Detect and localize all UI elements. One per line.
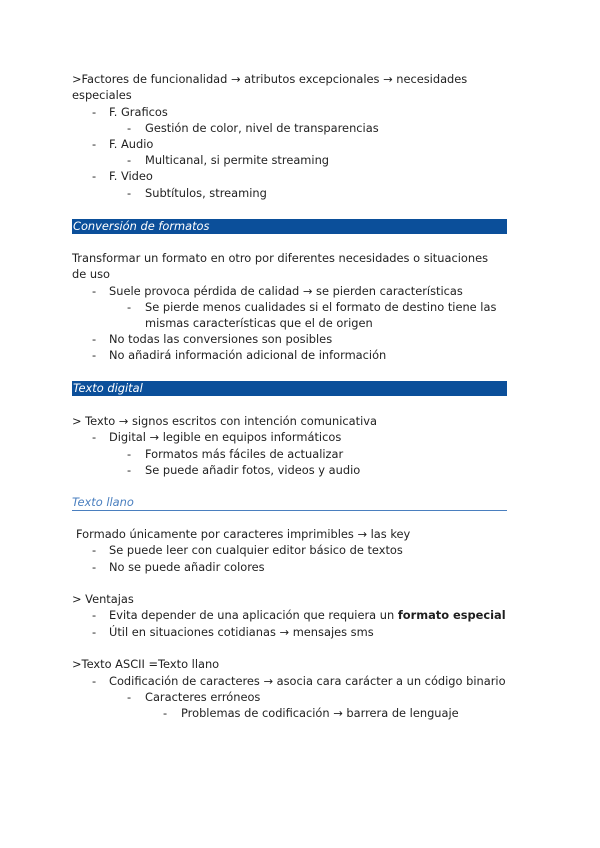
bullet-dash: - xyxy=(92,332,97,346)
bullet-dash: - xyxy=(92,608,97,622)
list-item: Suele provoca pérdida de calidad → se pierden características xyxy=(109,284,463,298)
list-item: F. Video xyxy=(109,169,153,183)
paragraph: > Texto → signos escritos con intención comunicativa xyxy=(72,414,377,428)
paragraph: > Ventajas xyxy=(72,592,134,606)
section-heading-conversion: Conversión de formatos xyxy=(72,219,507,234)
paragraph: Transformar un formato en otro por diferentes necesidades o situaciones xyxy=(72,251,489,265)
bullet-dash: - xyxy=(163,706,168,720)
bullet-dash: - xyxy=(92,137,97,151)
list-item: No se puede añadir colores xyxy=(109,560,265,574)
bullet-dash: - xyxy=(92,430,97,444)
list-subitem: Se pierde menos cualidades si el formato de destino tiene las xyxy=(145,300,497,314)
bullet-dash: - xyxy=(127,690,132,704)
section-heading-texto-digital: Texto digital xyxy=(72,381,507,396)
list-subitem: Subtítulos, streaming xyxy=(145,186,267,200)
paragraph: >Texto ASCII =Texto llano xyxy=(72,657,220,671)
bullet-dash: - xyxy=(127,463,132,477)
intro-line-cont: especiales xyxy=(72,88,132,102)
bullet-dash: - xyxy=(127,186,132,200)
intro-line: >Factores de funcionalidad → atributos excepcionales → necesidades xyxy=(72,72,468,86)
list-item-text: Evita depender de una aplicación que requiera un xyxy=(109,608,398,622)
bullet-dash: - xyxy=(92,543,97,557)
bullet-dash: - xyxy=(127,447,132,461)
bullet-dash: - xyxy=(127,153,132,167)
bullet-dash: - xyxy=(127,300,132,314)
list-item: F. Graficos xyxy=(109,105,168,119)
list-item: Se puede leer con cualquier editor básico de textos xyxy=(109,543,403,557)
list-item: No añadirá información adicional de información xyxy=(109,348,387,362)
bullet-dash: - xyxy=(92,625,97,639)
list-subitem: Caracteres erróneos xyxy=(145,690,261,704)
list-subitem: Formatos más fáciles de actualizar xyxy=(145,447,344,461)
list-item: Digital → legible en equipos informáticos xyxy=(109,430,342,444)
list-item xyxy=(109,607,506,623)
bullet-dash: - xyxy=(92,105,97,119)
list-item: F. Audio xyxy=(109,137,154,151)
list-subitem: Gestión de color, nivel de transparencias xyxy=(145,121,379,135)
list-subsubitem: Problemas de codificación → barrera de lenguaje xyxy=(181,706,459,720)
bullet-dash: - xyxy=(92,348,97,362)
paragraph-cont: de uso xyxy=(72,267,110,281)
list-subitem: Se puede añadir fotos, videos y audio xyxy=(145,463,361,477)
bullet-dash: - xyxy=(92,169,97,183)
subsection-heading-texto-llano: Texto llano xyxy=(72,494,507,511)
paragraph: Formado únicamente por caracteres imprimibles → las key xyxy=(76,527,411,541)
bullet-dash: - xyxy=(127,121,132,135)
bullet-dash: - xyxy=(92,674,97,688)
list-item: No todas las conversiones son posibles xyxy=(109,332,333,346)
bullet-dash: - xyxy=(92,560,97,574)
list-item: Útil en situaciones cotidianas → mensajes sms xyxy=(109,625,374,639)
list-item: Codificación de caracteres → asocia cara carácter a un código binario xyxy=(109,674,506,688)
bullet-dash: - xyxy=(92,284,97,298)
list-subitem: Multicanal, si permite streaming xyxy=(145,153,330,167)
bold-text: formato especial xyxy=(397,608,506,622)
list-subitem-cont: mismas características que el de origen xyxy=(145,316,373,330)
